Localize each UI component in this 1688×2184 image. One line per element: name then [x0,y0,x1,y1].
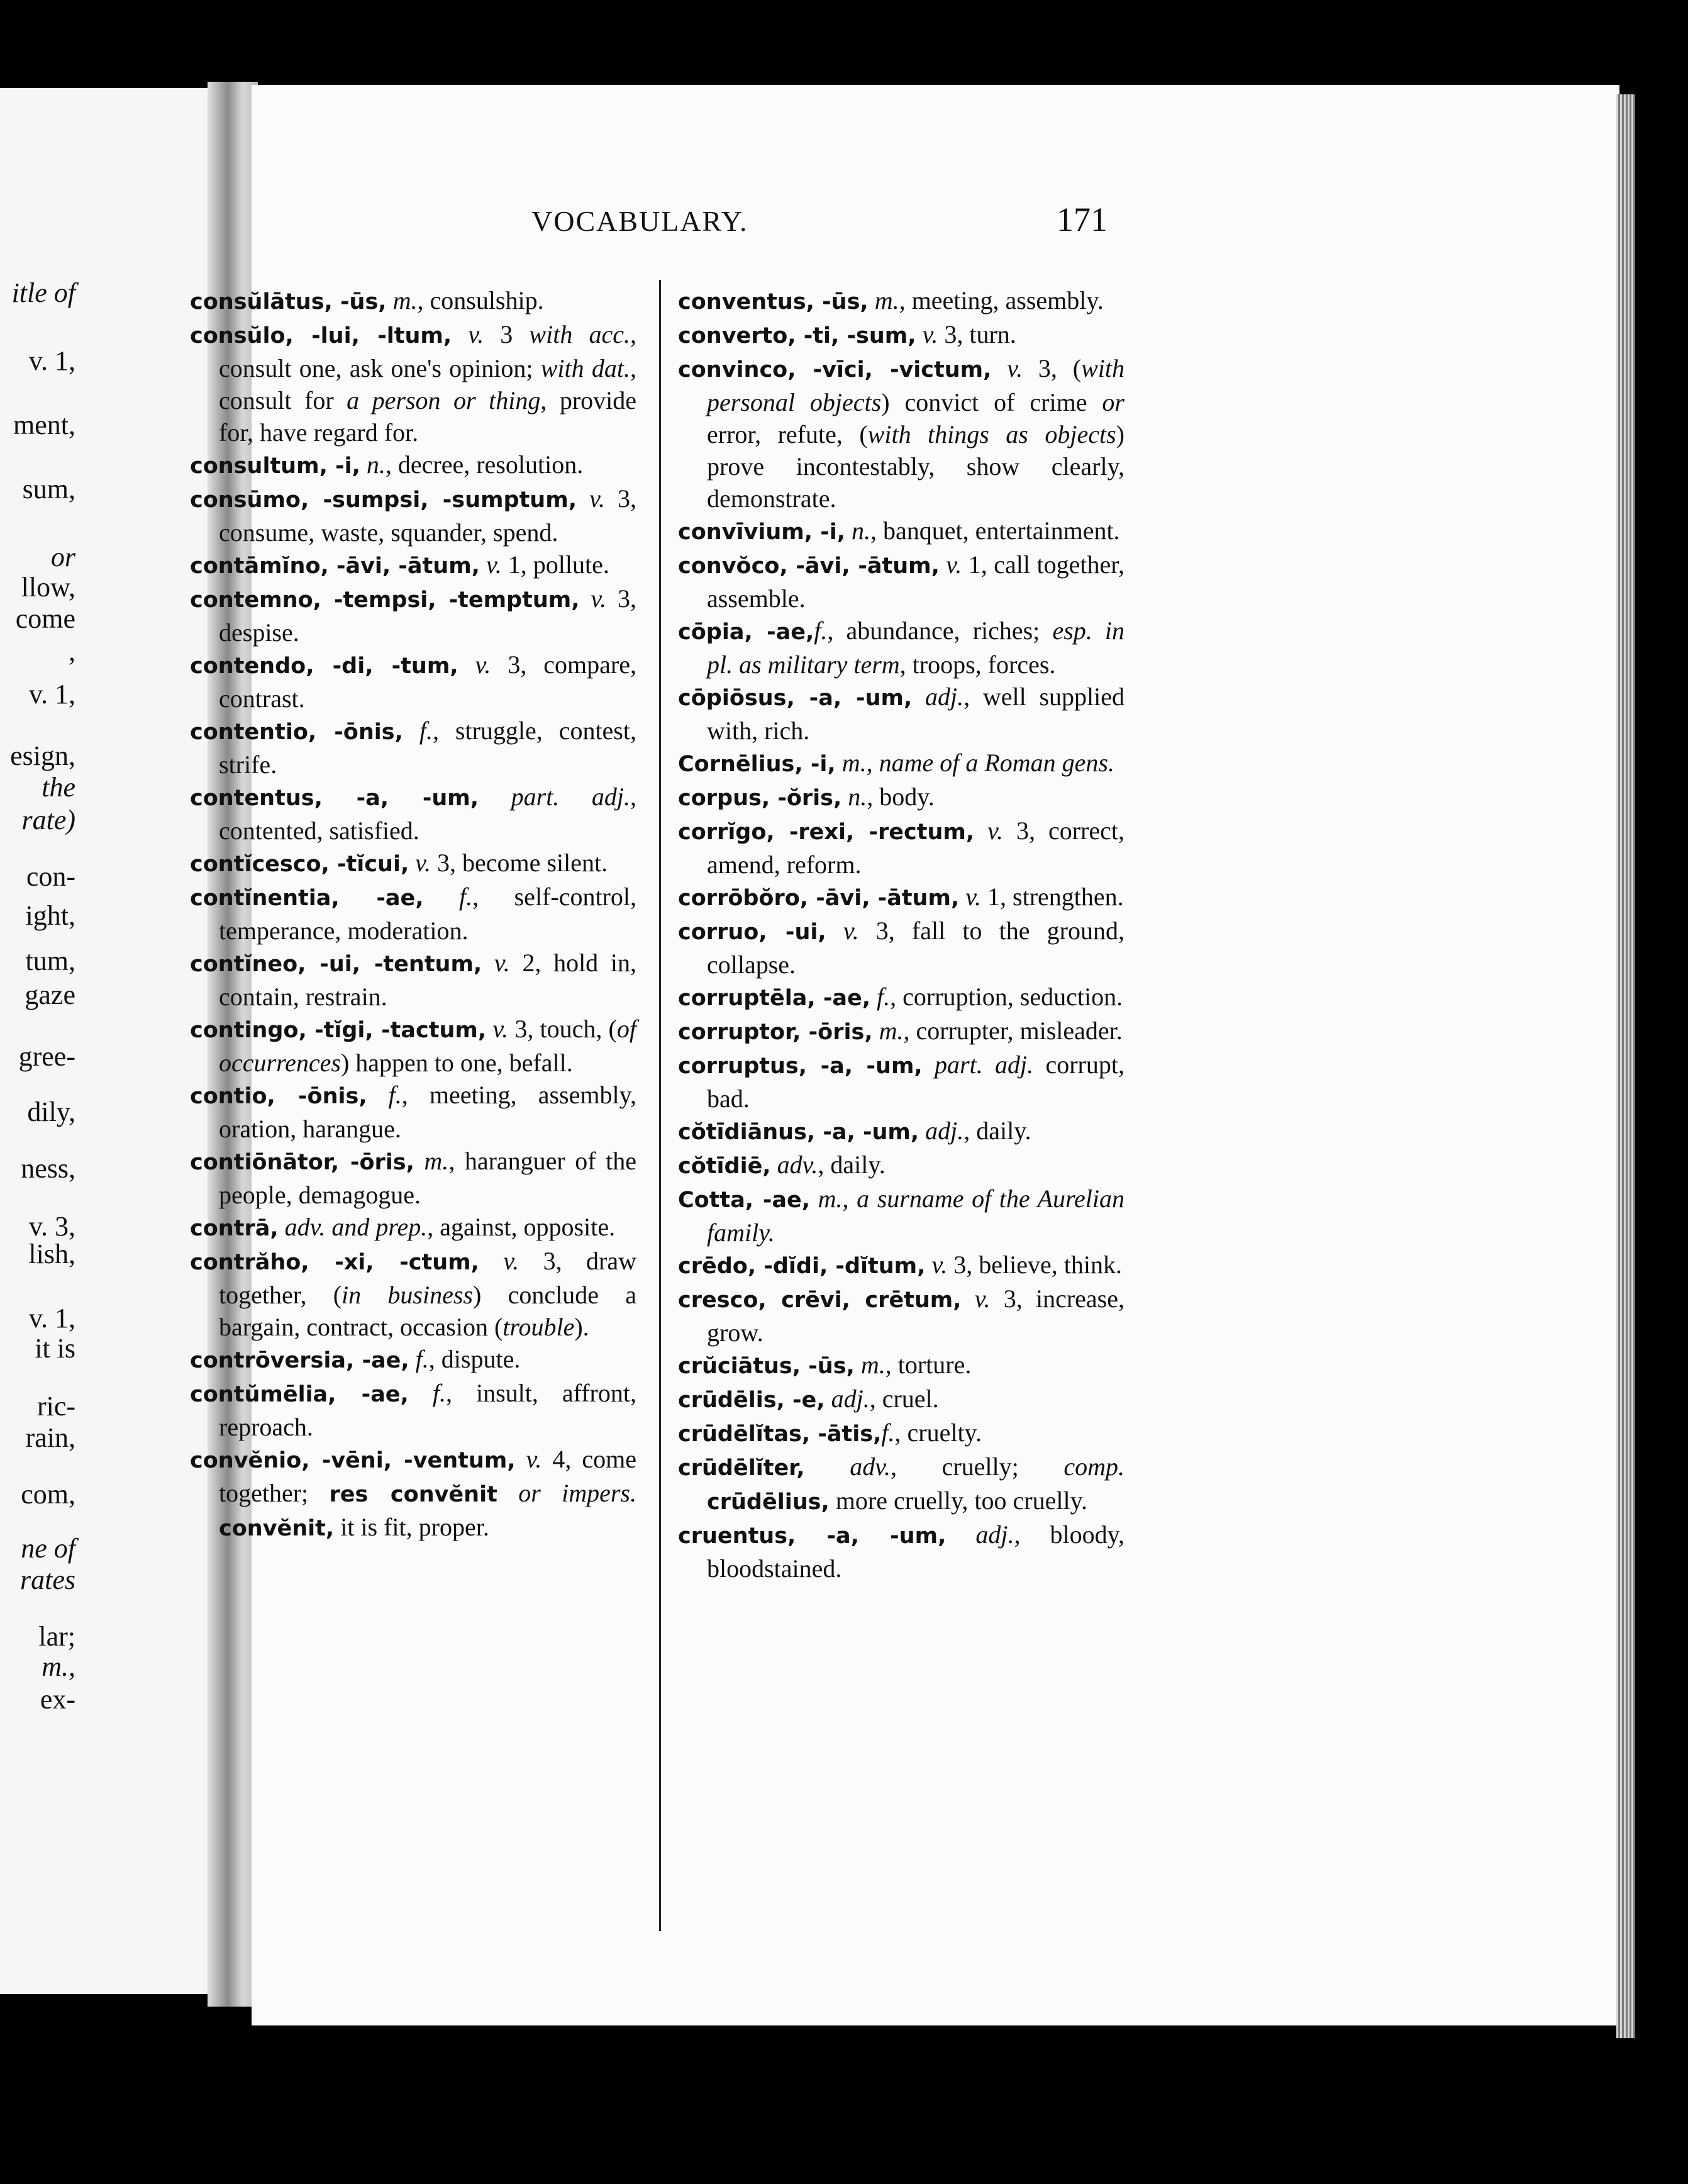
vocabulary-entry [678,981,1124,1015]
entry-definition: , corruption, seduction. [890,983,1123,1011]
entry-headword: consultum, -i, [190,454,360,479]
entry-grammar: with dat. [540,354,630,382]
vocabulary-entry [190,649,636,715]
entry-grammar: adj. [912,682,964,711]
entry-grammar: or [1102,388,1124,416]
entry-grammar: adv. [804,1452,891,1481]
entry-headword: corrĭgo, -rexi, -rectum, [678,820,975,845]
entry-definition: 3, believe, think. [947,1251,1122,1279]
entry-definition: 3, touch, ( [508,1015,617,1043]
entry-definition: 4, come together; [219,1445,637,1507]
left-page-fragment: v. 1, [28,679,75,710]
entry-definition: 3, ( [1023,354,1082,382]
vocabulary-entry [190,781,636,847]
entry-headword: contiōnātor, -ōris, [190,1150,414,1175]
entry-definition: , torture. [885,1351,972,1379]
entry-headword: consŭlo, -lui, -ltum, [190,323,452,348]
left-page-fragment: come [15,603,75,634]
left-page-fragment: or [50,542,75,572]
entry-headword: convĕnit, [219,1516,335,1541]
entry-headword: converto, -ti, -sum, [678,323,916,348]
left-page-fragment: lish, [28,1239,75,1269]
entry-definition: , consult one, ask one's opinion; [219,320,636,382]
entry-definition: , [866,749,879,777]
entry-definition: 1, call together, assemble. [707,550,1125,613]
entry-headword: consŭlātus, -ūs, [190,289,387,315]
entry-headword: contĭcesco, -tĭcui, [190,852,409,877]
entry-definition: , dispute. [428,1345,521,1373]
entry-definition: , meeting, assembly. [899,286,1104,315]
left-page-fragment: lar; [38,1621,75,1652]
entry-grammar: f. [409,1345,429,1373]
vocabulary-entry [678,1383,1124,1417]
entry-headword: crūdēlis, -e, [678,1388,825,1413]
entry-grammar: m. [872,1017,904,1045]
entry-definition: 2, hold in, contain, restrain. [219,949,636,1011]
entry-definition: , decree, resolution. [385,450,584,479]
entry-definition: , self-control, temperance, moderation. [219,883,636,945]
entry-grammar: v. [925,1251,948,1279]
entry-headword: corruptēla, -ae, [678,986,871,1011]
entry-headword: cōpia, -ae, [678,620,814,645]
left-page-fragment: ex- [40,1684,75,1715]
entry-definition: , abundance, riches; [827,616,1053,645]
entry-headword: convŏco, -āvi, -ātum, [678,554,940,579]
running-head: VOCABULARY. [531,205,748,237]
left-page-fragment: rates [20,1564,75,1595]
left-page-fragment: ne of [21,1533,75,1564]
entry-headword: cŏtīdiānus, -a, -um, [678,1120,919,1145]
vocabulary-column-left [190,284,636,1545]
entry-grammar: m. [386,286,418,315]
entry-headword: contingo, -tĭgi, -tactum, [190,1018,487,1043]
entry-grammar: in business [341,1281,473,1309]
entry-grammar: n. [845,516,871,545]
entry-definition: , well supplied with, rich. [707,682,1124,745]
entry-definition: , troops, forces. [899,650,1056,679]
entry-headword: crūdēlĭter, [678,1456,805,1481]
left-page-fragment: ight, [25,900,75,931]
entry-definition: 3, draw together, ( [219,1247,636,1309]
entry-definition: , bloody, bloodstained. [707,1520,1124,1583]
entry-grammar: v. [916,320,938,348]
entry-grammar: a person or thing [347,386,541,415]
entry-grammar: with acc. [529,320,630,348]
left-page-fragment: itle of [11,277,75,308]
entry-grammar: v. [479,550,502,579]
entry-definition: 3, correct, amend, reform. [707,816,1124,879]
vocabulary-entry [190,1443,636,1545]
entry-grammar: m. [835,749,867,777]
entry-headword: consūmo, -sumpsi, -sumptum, [190,488,577,513]
entry-grammar: with personal objects [707,354,1124,416]
entry-definition: , insult, affront, reproach. [219,1379,636,1441]
entry-grammar: adj. [825,1384,870,1413]
entry-headword: corruptus, -a, -um, [678,1054,923,1079]
vocabulary-entry [190,582,636,649]
entry-grammar: v. [959,883,982,911]
entry-grammar: comp. [1063,1452,1124,1481]
vocabulary-entry [190,1343,636,1377]
vocabulary-entry [678,747,1124,781]
entry-grammar: m. [868,286,899,315]
entry-grammar: n. [360,450,386,479]
entry-definition: , struggle, contest, strife. [219,716,636,779]
entry-grammar: v. [409,849,431,877]
entry-definition: , cruel. [869,1384,939,1413]
entry-definition: , cruelly; [890,1452,1064,1481]
entry-headword: contemno, -tempsi, -temptum, [190,588,580,613]
vocabulary-entry [190,482,636,549]
left-page-fragment: v. 1, [28,1303,75,1334]
entry-headword: cruentus, -a, -um, [678,1524,947,1549]
vocabulary-entry [678,549,1124,615]
vocabulary-entry [190,1245,636,1343]
left-page-fragment: sum, [22,474,75,504]
entry-grammar: f. [408,1379,446,1407]
vocabulary-entry [190,549,636,582]
entry-headword: contentio, -ōnis, [190,720,403,745]
entry-definition: , cruelty. [894,1418,982,1447]
entry-headword: contrăho, -xi, -ctum, [190,1250,479,1275]
vocabulary-entry [678,781,1124,815]
left-page-fragment: gaze [25,979,75,1010]
left-page-fragment: rate) [21,805,75,835]
entry-headword: conventus, -ūs, [678,289,869,315]
entry-definition: , daily. [818,1150,886,1179]
entry-headword: contāmĭno, -āvi, -ātum, [190,554,480,579]
vocabulary-column-right [678,284,1124,1585]
entry-grammar: m. [854,1351,886,1379]
entry-headword: contentus, -a, -um, [190,786,479,811]
entry-definition: 3, turn. [938,320,1016,348]
entry-headword: contŭmēlia, -ae, [190,1382,409,1407]
vocabulary-entry [678,1115,1124,1149]
entry-headword: convĕnio, -vēni, -ventum, [190,1448,516,1473]
vocabulary-entry [678,1283,1124,1349]
left-page-fragment: ric- [36,1391,75,1422]
entry-grammar: v. [515,1445,542,1473]
left-page-fragment: tum, [25,945,75,976]
page-edge [1616,94,1635,2038]
entry-grammar: v. [939,550,962,579]
entry-definition: ) happen to one, befall. [340,1049,573,1077]
left-page-fragment: v. 3, [28,1211,75,1242]
entry-grammar: of occurrences [219,1015,636,1077]
entry-grammar: v. [482,949,510,977]
entry-grammar: v. [826,916,859,945]
left-page-fragment: ness, [21,1153,75,1184]
entry-grammar: f. [870,983,891,1011]
entry-definition: , body. [867,783,935,811]
entry-headword: cōpiōsus, -a, -um, [678,686,913,711]
entry-headword: corpus, -ŏris, [678,786,842,811]
entry-definition: ) convict of crime [881,388,1102,416]
entry-headword: corruo, -ui, [678,920,826,945]
left-page-fragment: ment, [13,410,75,440]
entry-definition: ). [574,1313,589,1341]
left-page-fragment: con- [26,861,75,892]
vocabulary-entry [678,352,1124,515]
entry-definition: 3, increase, grow. [707,1284,1124,1347]
entry-grammar: v. [458,650,491,679]
entry-definition: , meeting, assembly, oration, harangue. [219,1081,636,1143]
entry-definition: 1, strengthen. [981,883,1124,911]
vocabulary-entry [678,1417,1124,1451]
vocabulary-entry [190,448,636,482]
entry-grammar: part. adj. [479,783,630,811]
vocabulary-entry [190,1145,636,1211]
vocabulary-entry [190,1211,636,1245]
entry-grammar: adj. [946,1520,1014,1549]
left-page-fragment: llow, [21,572,75,603]
entry-grammar: v. [579,584,607,613]
vocabulary-entry [190,1377,636,1443]
entry-grammar: or impers. [497,1479,636,1507]
vocabulary-entry [678,815,1124,881]
entry-grammar: m. [810,1184,843,1213]
entry-headword: cresco, crēvi, crētum, [678,1288,962,1313]
entry-grammar: n. [841,783,867,811]
vocabulary-entry [678,318,1124,352]
vocabulary-entry [678,1451,1124,1518]
left-page-fragment: rain, [25,1422,75,1453]
entry-definition: 3, fall to the ground, collapse. [707,916,1124,979]
entry-grammar: v. [486,1015,509,1043]
entry-grammar: esp. in pl. as military term [707,616,1125,679]
entry-definition: , consult for [219,354,636,415]
entry-grammar: f. [403,716,433,745]
entry-headword: crŭciātus, -ūs, [678,1354,855,1379]
entry-headword: contrōversia, -ae, [190,1348,409,1373]
vocabulary-entry [678,1349,1124,1383]
entry-grammar: m. [414,1147,449,1175]
entry-grammar: trouble [503,1313,575,1341]
vocabulary-entry [190,318,636,448]
entry-headword: contendo, -di, -tum, [190,654,458,679]
left-page-fragment: v. 1, [28,345,75,376]
vocabulary-entry [190,881,636,947]
entry-definition: , contented, satisfied. [219,783,636,845]
column-divider [659,280,661,1931]
entry-definition: error, refute, ( [707,420,868,448]
entry-grammar: f. [423,883,473,911]
left-page-fragment: it is [35,1333,75,1364]
entry-headword: res convĕnit [329,1482,497,1507]
entry-definition: ) conclude a bargain, contract, occasion ( [219,1281,636,1341]
vocabulary-entry [190,847,636,881]
entry-headword: contĭnentia, -ae, [190,886,424,911]
entry-grammar: with things as objects [867,420,1116,448]
entry-definition: , haranguer of the people, demagogue. [219,1147,636,1209]
vocabulary-entry [190,947,636,1013]
entry-definition: , against, opposite. [427,1213,616,1241]
entry-grammar: v. [577,484,605,513]
entry-grammar: a surname of the Aurelian family. [707,1184,1125,1247]
vocabulary-entry [678,1518,1124,1585]
entry-headword: crēdo, -dĭdi, -dĭtum, [678,1254,926,1279]
entry-grammar: adj. [919,1117,964,1145]
left-page-fragment: the [42,772,75,803]
entry-definition: , [842,1184,857,1213]
entry-grammar: v. [452,320,484,348]
entry-definition: 3, consume, waste, squander, spend. [219,484,636,547]
vocabulary-entry [678,681,1124,747]
entry-grammar: adv. and prep. [278,1213,428,1241]
vocabulary-entry [678,515,1124,549]
entry-definition: more cruelly, too cruelly. [829,1486,1087,1515]
vocabulary-entry [190,284,636,318]
entry-definition: 3 [484,320,530,348]
vocabulary-entry [190,715,636,781]
left-page-fragment: m., [42,1651,75,1682]
left-page-fragment: esign, [10,740,75,771]
vocabulary-entry [678,881,1124,915]
entry-headword: crūdēlius, [707,1490,830,1515]
entry-definition: corrupt, bad. [707,1050,1124,1113]
vocabulary-entry [678,1249,1124,1283]
vocabulary-entry [678,284,1124,318]
entry-grammar: v. [479,1247,519,1275]
vocabulary-entry [678,615,1124,681]
entry-headword: corruptor, -ōris, [678,1020,873,1045]
entry-grammar: f. [367,1081,402,1109]
entry-definition: 1, pollute. [501,550,609,579]
vocabulary-entry [678,1183,1124,1249]
left-page-fragment: , [69,636,75,667]
entry-headword: contrā, [190,1216,279,1241]
entry-definition: , consulship. [417,286,544,315]
entry-definition: ) prove incontestably, show clearly, demonstrate. [707,420,1124,513]
entry-grammar: name of a Roman gens. [879,749,1114,777]
entry-definition: 3, become silent. [431,849,608,877]
entry-grammar: adv. [770,1150,818,1179]
entry-definition: , banquet, entertainment. [870,516,1120,545]
entry-grammar: v. [991,354,1023,382]
vocabulary-entry [678,1149,1124,1183]
entry-grammar: f. [814,616,828,645]
vocabulary-entry [678,1049,1124,1115]
entry-grammar: part. adj. [922,1050,1034,1079]
vocabulary-entry [190,1079,636,1145]
entry-definition: , provide for, have regard for. [219,386,637,447]
entry-headword: corrōbŏro, -āvi, -ātum, [678,886,960,911]
entry-headword: Cornēlius, -i, [678,752,836,777]
entry-definition: , corrupter, misleader. [903,1017,1123,1045]
entry-headword: crūdēlĭtas, -ātis, [678,1422,882,1447]
left-page-fragment: dily, [27,1096,75,1127]
left-page-fragment: com, [21,1479,75,1510]
entry-definition: 3, compare, contrast. [219,650,636,713]
entry-headword: Cotta, -ae, [678,1188,811,1213]
vocabulary-entry [190,1013,636,1079]
page-number: 171 [1057,201,1108,238]
entry-headword: cŏtīdiē, [678,1154,771,1179]
entry-grammar: v. [974,816,1003,845]
left-page-fragment: gree- [18,1041,75,1072]
entry-grammar: v. [961,1284,991,1313]
entry-headword: convīvium, -i, [678,520,846,545]
vocabulary-entry [678,915,1124,981]
entry-headword: contio, -ōnis, [190,1084,367,1109]
entry-headword: convinco, -vīci, -victum, [678,357,992,382]
entry-definition: it is fit, proper. [334,1513,489,1541]
entry-definition: , daily. [963,1117,1031,1145]
entry-definition: 3, despise. [219,584,636,647]
entry-headword: contĭneo, -ui, -tentum, [190,952,482,977]
entry-grammar: f. [881,1418,895,1447]
vocabulary-entry [678,1015,1124,1049]
